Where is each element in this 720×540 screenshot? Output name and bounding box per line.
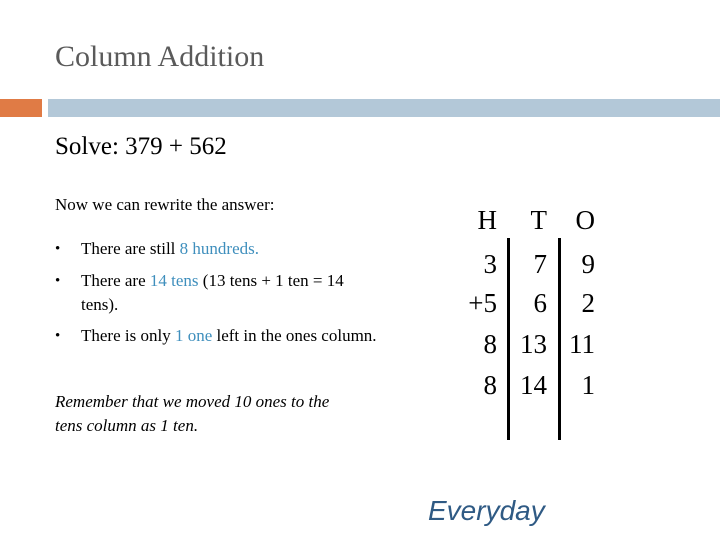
reminder-note: Remember that we moved 10 ones to the tens column as 1 ten. (55, 392, 330, 435)
header-hundreds: H (477, 205, 497, 235)
title-accent-bar (0, 99, 42, 117)
highlight-tens: 14 tens (149, 271, 199, 290)
bullet-icon: • (55, 273, 61, 289)
cell-r4-tens: 14 (520, 370, 547, 400)
cell-r4-hundreds: 8 (483, 370, 497, 400)
cell-r1-hundreds: 3 (483, 249, 497, 279)
problem-statement: Solve: 379 + 562 (55, 133, 227, 160)
cell-r3-ones: 11 (569, 329, 595, 359)
highlight-hundreds: 8 hundreds. (179, 239, 259, 258)
column-divider-left (507, 238, 510, 440)
cell-r3-tens: 13 (520, 329, 547, 359)
everyday-logo: Everyday (428, 495, 545, 526)
cell-r1-ones: 9 (581, 249, 595, 279)
cell-r2-hundreds: +5 (468, 288, 497, 318)
header-tens: T (530, 205, 547, 235)
bullet-icon: • (55, 241, 61, 257)
highlight-ones: 1 one (174, 326, 213, 345)
cell-r4-ones: 1 (581, 370, 595, 400)
cell-r3-hundreds: 8 (483, 329, 497, 359)
slide-title: Column Addition (55, 40, 265, 73)
title-divider-bar (48, 99, 720, 117)
cell-r1-tens: 7 (533, 249, 547, 279)
bullet-icon: • (55, 328, 61, 344)
header-ones: O (575, 205, 595, 235)
cell-r2-ones: 2 (581, 288, 595, 318)
cell-r2-tens: 6 (533, 288, 547, 318)
column-divider-right (558, 238, 561, 440)
intro-text: Now we can rewrite the answer: (55, 195, 275, 214)
